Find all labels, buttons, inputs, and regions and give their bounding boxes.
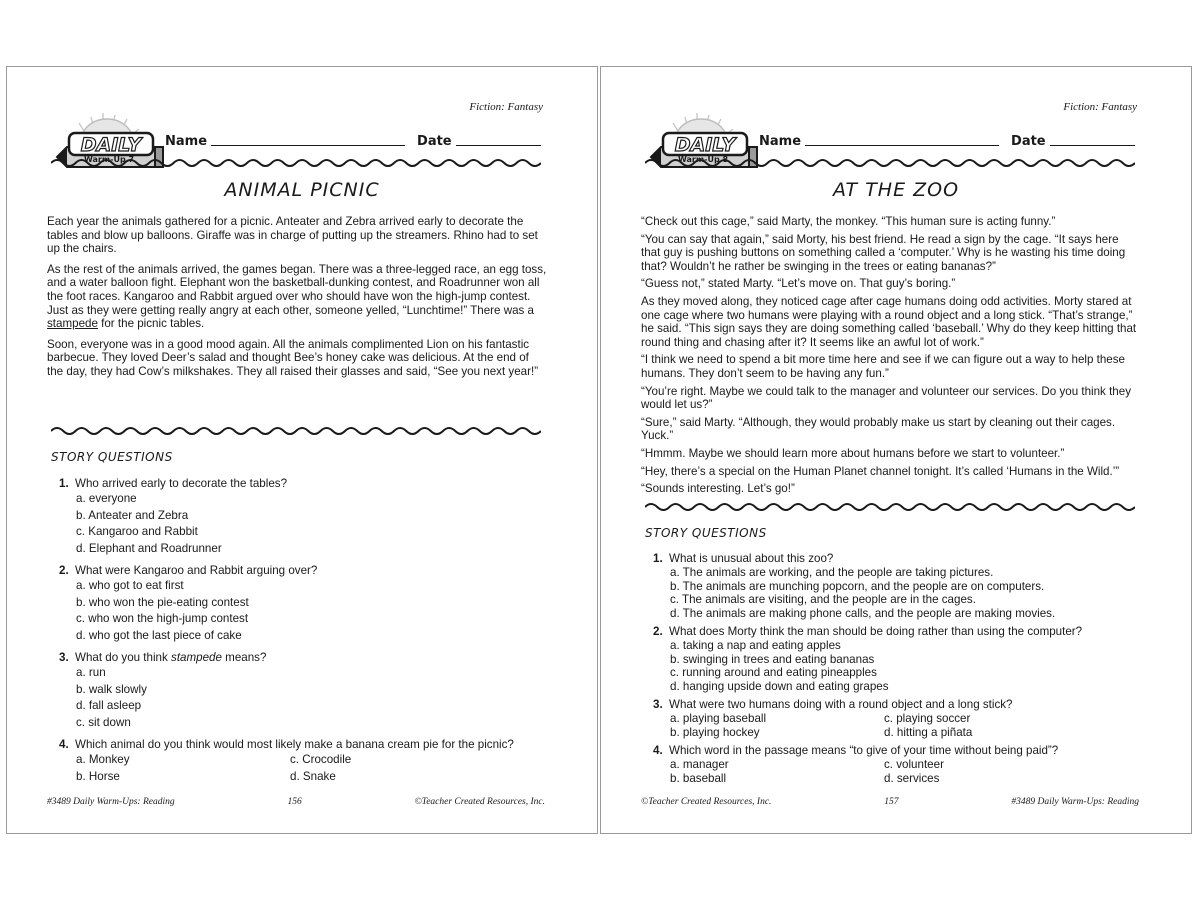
answer-option[interactable]: d. services <box>884 771 940 785</box>
name-blank[interactable] <box>211 144 405 146</box>
wavy-divider <box>51 157 541 169</box>
answer-option[interactable]: a. everyone <box>76 492 137 505</box>
passage-paragraph: “Sure,” said Marty. “Although, they would probably make us start by cleaning out their cages. Yuck.” <box>641 415 1116 443</box>
worksheet-page-right <box>600 66 1192 834</box>
answer-option[interactable]: b. swinging in trees and eating bananas <box>670 652 875 666</box>
questions-list <box>653 552 1153 790</box>
wavy-divider <box>51 425 541 437</box>
answer-option[interactable]: d. who got the last piece of cake <box>76 628 242 642</box>
daily-word: DAILY <box>80 134 142 156</box>
answer-option[interactable]: d. The animals are making phone calls, and the people are making movies. <box>670 606 1056 620</box>
page-number: 157 <box>884 797 899 807</box>
passage-paragraph: “Hmmm. Maybe we should learn more about humans before we start to volunteer.” <box>641 446 1065 460</box>
passage-paragraph: “Guess not,” stated Marty. “Let’s move on. That guy’s boring.” <box>641 277 956 291</box>
question-4: 4. Which animal do you think would most likely make a banana cream pie for the picnic? a. Monkey c. Crocodile b. Horse d. Snake <box>59 737 559 785</box>
question-3: 3. What do you think stampede means? a. run b. walk slowly d. fall asleep c. sit down <box>59 650 559 731</box>
genre-label: Fiction: Fantasy <box>1063 101 1137 113</box>
name-date-line <box>165 129 541 149</box>
answer-option[interactable]: a. playing baseball <box>670 712 767 725</box>
passage-paragraph: As they moved along, they noticed cage after cage humans doing odd activities. Morty stared at one cage where two humans were playing with a round object and a long stick. “That’s strange,” he said. “This sign says they are doing something called ‘baseball.’ Why do they keep hitting that round thing and chasing after it? It seems like an awful lot of work.” <box>641 294 1137 349</box>
passage-paragraph: “Hey, there’s a special on the Human Planet channel tonight. It’s called ‘Humans in the Wild.’” <box>641 464 1120 478</box>
passage-paragraph: As the rest of the animals arrived, the games began. There was a three-legged race, an egg toss, and a water balloon fight. Elephant won the basketball-dunking contest, and Roadrunner won all the foot races. Kangaroo and Rabbit argued over who should have won the high-jump contest. Just as they were getting really angry at each other, someone yelled, “Lunchtime!” There was a stampede for the picnic tables. <box>47 262 547 331</box>
name-date-line <box>759 129 1135 149</box>
wavy-divider <box>645 501 1135 513</box>
story-title: AT THE ZOO <box>832 179 960 201</box>
story-passage <box>47 215 547 386</box>
date-label: Date <box>417 134 452 149</box>
passage-paragraph: “I think we need to spend a bit more time here and see if we can figure out a way to help these humans. They don’t seem to be having any fun.” <box>641 353 1125 380</box>
answer-option[interactable]: b. who won the pie-eating contest <box>76 595 249 609</box>
answer-option[interactable]: d. fall asleep <box>76 699 142 712</box>
name-blank[interactable] <box>805 144 999 146</box>
daily-word: DAILY <box>674 134 736 156</box>
answer-option[interactable]: a. taking a nap and eating apples <box>670 639 841 652</box>
footer-left: #3489 Daily Warm-Ups: Reading <box>47 797 175 807</box>
worksheet-page-left <box>6 66 598 834</box>
passage-paragraph: “Sounds interesting. Let’s go!” <box>641 482 795 496</box>
answer-option[interactable]: a. The animals are working, and the people are taking pictures. <box>670 566 994 579</box>
questions-list <box>59 476 559 791</box>
answer-option[interactable]: d. Elephant and Roadrunner <box>76 541 222 555</box>
answer-option[interactable]: d. hanging upside down and eating grapes <box>670 679 889 693</box>
page-footer <box>641 797 1139 807</box>
date-blank[interactable] <box>456 144 541 146</box>
question-2: 2. What were Kangaroo and Rabbit arguing over? a. who got to eat first b. who won the pie-eating contest c. who won the high-jump contest d. who got the last piece of cake <box>59 563 559 644</box>
footer-right: #3489 Daily Warm-Ups: Reading <box>1011 797 1139 807</box>
vocab-word: stampede <box>171 651 222 664</box>
answer-option[interactable]: b. baseball <box>670 771 727 785</box>
genre-label: Fiction: Fantasy <box>469 101 543 113</box>
page-footer <box>47 797 545 807</box>
question-4: 4. Which word in the passage means “to give of your time without being paid”? a. manager c. volunteer b. baseball d. services <box>653 744 1153 785</box>
answer-option[interactable]: a. who got to eat first <box>76 579 184 592</box>
vocab-word: stampede <box>47 317 98 331</box>
answer-option[interactable]: a. run <box>76 666 106 679</box>
answer-option[interactable]: c. who won the high-jump contest <box>76 612 249 625</box>
answer-option[interactable]: d. hitting a piñata <box>884 725 973 739</box>
date-label: Date <box>1011 134 1046 149</box>
answer-option[interactable]: c. Crocodile <box>290 753 352 766</box>
answer-option[interactable]: b. walk slowly <box>76 682 147 696</box>
passage-paragraph: Soon, everyone was in a good mood again. All the animals complimented Lion on his fantastic barbecue. They loved Deer’s salad and thought Bee’s honey cake was delicious. At the end of the day, they had Cow’s milkshakes. They all raised their glasses and said, “See you next year!” <box>47 337 539 378</box>
story-passage <box>641 215 1141 500</box>
warmup-number: Warm-Up 8 <box>677 155 729 164</box>
wavy-divider <box>645 157 1135 169</box>
question-1: 1. Who arrived early to decorate the tables? a. everyone b. Anteater and Zebra c. Kangaroo and Rabbit d. Elephant and Roadrunner <box>59 476 559 557</box>
questions-heading: STORY QUESTIONS <box>645 526 767 540</box>
warmup-number: Warm-Up 7 <box>83 155 135 164</box>
name-label: Name <box>759 134 802 149</box>
answer-option[interactable]: c. running around and eating pineapples <box>670 666 877 679</box>
answer-option[interactable]: b. Anteater and Zebra <box>76 508 189 522</box>
answer-option[interactable]: c. The animals are visiting, and the people are in the cages. <box>670 593 976 606</box>
footer-right: ©Teacher Created Resources, Inc. <box>414 797 545 807</box>
question-3: 3. What were two humans doing with a round object and a long stick? a. playing baseball c. playing soccer b. playing hockey d. hitting a piñata <box>653 698 1153 739</box>
answer-option[interactable]: c. sit down <box>76 715 131 729</box>
passage-paragraph: “You can say that again,” said Morty, his best friend. He read a sign by the cage. “It says here that guy is pushing buttons on something called a ‘computer.’ Why is he wasting his time doing that? Wouldn’t he rather be swinging in the trees or eating bananas?” <box>641 232 1126 273</box>
answer-option[interactable]: a. Monkey <box>76 753 130 766</box>
page-number: 156 <box>287 797 302 807</box>
name-label: Name <box>165 134 208 149</box>
answer-option[interactable]: c. playing soccer <box>884 712 971 725</box>
story-title: ANIMAL PICNIC <box>224 179 380 201</box>
questions-heading: STORY QUESTIONS <box>51 450 173 464</box>
passage-paragraph: “Check out this cage,” said Marty, the monkey. “This human sure is acting funny.” <box>641 215 1056 228</box>
answer-option[interactable]: c. Kangaroo and Rabbit <box>76 525 198 538</box>
answer-option[interactable]: b. playing hockey <box>670 725 760 739</box>
answer-option[interactable]: b. Horse <box>76 769 120 783</box>
answer-option[interactable]: b. The animals are munching popcorn, and the people are on computers. <box>670 579 1045 593</box>
question-2: 2. What does Morty think the man should be doing rather than using the computer? a. taking a nap and eating apples b. swinging in trees and eating bananas c. running around and eating pineapples d. hanging upside down and eating grapes <box>653 625 1153 693</box>
date-blank[interactable] <box>1050 144 1135 146</box>
answer-option[interactable]: c. volunteer <box>884 758 944 771</box>
answer-option[interactable]: d. Snake <box>290 769 336 783</box>
passage-paragraph: Each year the animals gathered for a picnic. Anteater and Zebra arrived early to decorate the tables and blow up balloons. Giraffe was in charge of putting up the streamers. Rhino had to set up the chairs. <box>47 215 538 256</box>
answer-option[interactable]: a. manager <box>670 758 729 771</box>
passage-paragraph: “You’re right. Maybe we could talk to the manager and volunteer our services. Do you think they would let us?” <box>641 384 1131 412</box>
footer-left: ©Teacher Created Resources, Inc. <box>641 797 772 807</box>
question-1: 1. What is unusual about this zoo? a. The animals are working, and the people are taking pictures. b. The animals are munching popcorn, and the people are on computers. c. The animals are visiting, and the people are in the cages. d. The animals are making phone calls, and the people are making movies. <box>653 552 1153 620</box>
